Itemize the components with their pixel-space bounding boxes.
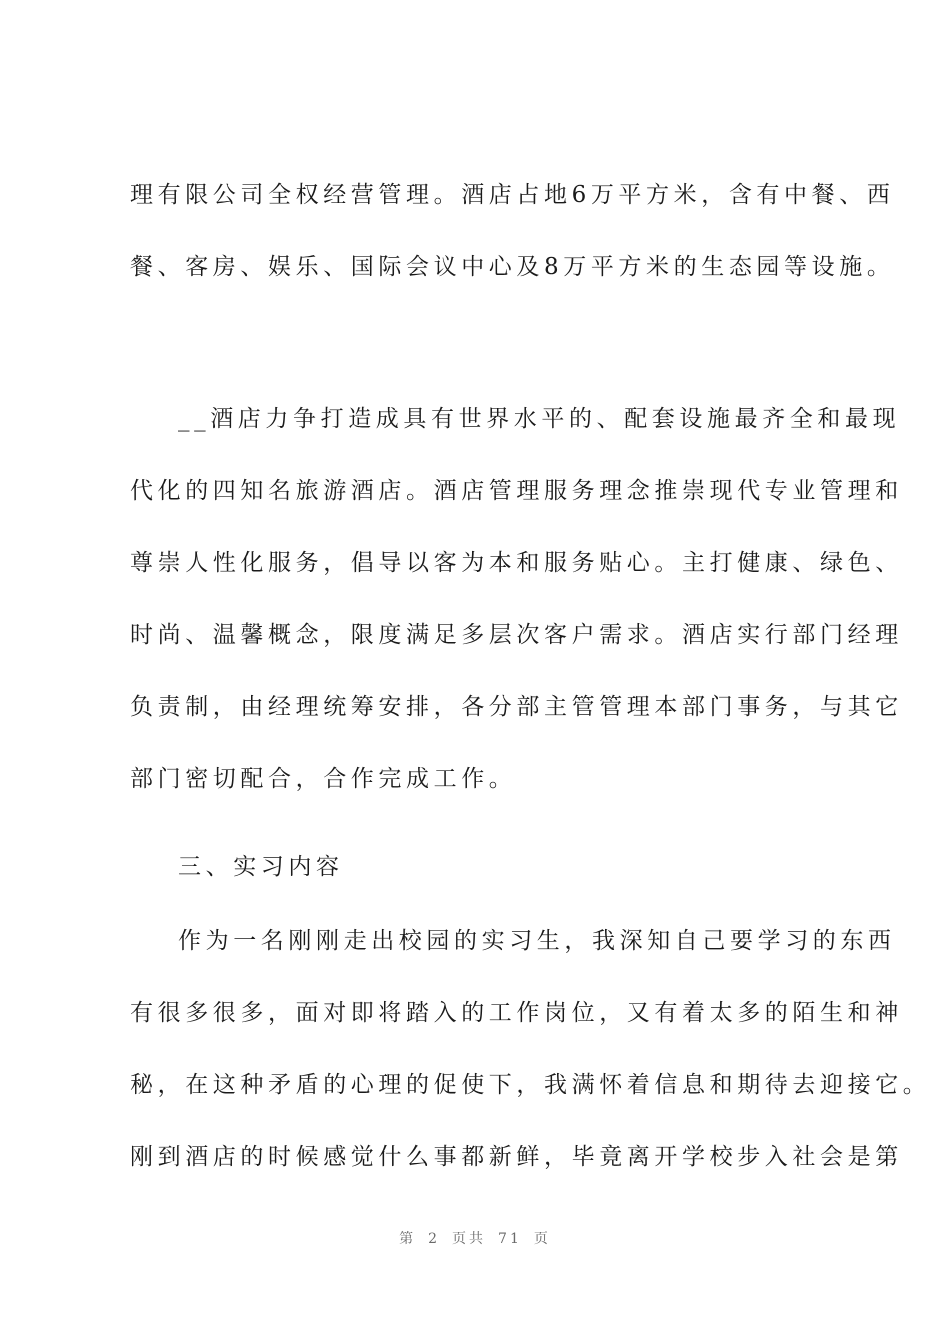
footer-total-pages: 71 xyxy=(498,1231,522,1247)
paragraph-line: 刚到酒店的时候感觉什么事都新鲜，毕竟离开学校步入社会是第 xyxy=(130,1144,903,1170)
paragraph-line: 代化的四知名旅游酒店。酒店管理服务理念推崇现代专业管理和 xyxy=(130,478,903,504)
paragraph-line: 秘，在这种矛盾的心理的促使下，我满怀着信息和期待去迎接它。 xyxy=(130,1072,931,1098)
section-heading: 三、实习内容 xyxy=(178,854,344,880)
paragraph-line: 作为一名刚刚走出校园的实习生，我深知自己要学习的东西 xyxy=(178,928,896,954)
paragraph-line: 部门密切配合，合作完成工作。 xyxy=(130,766,517,792)
paragraph-line: __酒店力争打造成具有世界水平的、配套设施最齐全和最现 xyxy=(178,406,901,432)
paragraph-line: 餐、客房、娱乐、国际会议中心及8万平方米的生态园等设施。 xyxy=(130,254,895,280)
paragraph-line: 有很多很多，面对即将踏入的工作岗位，又有着太多的陌生和神 xyxy=(130,1000,903,1026)
footer-prefix: 第 xyxy=(399,1231,417,1247)
paragraph-line: 尊崇人性化服务，倡导以客为本和服务贴心。主打健康、绿色、 xyxy=(130,550,903,576)
footer-middle: 页共 xyxy=(452,1231,487,1247)
page-footer xyxy=(0,1228,950,1248)
footer-current-page: 2 xyxy=(428,1231,441,1247)
paragraph-line: 时尚、温馨概念，限度满足多层次客户需求。酒店实行部门经理 xyxy=(130,622,903,648)
paragraph-line: 负责制，由经理统筹安排，各分部主管管理本部门事务，与其它 xyxy=(130,694,903,720)
footer-suffix: 页 xyxy=(533,1231,551,1247)
paragraph-line: 理有限公司全权经营管理。酒店占地6万平方米，含有中餐、西 xyxy=(130,182,895,208)
